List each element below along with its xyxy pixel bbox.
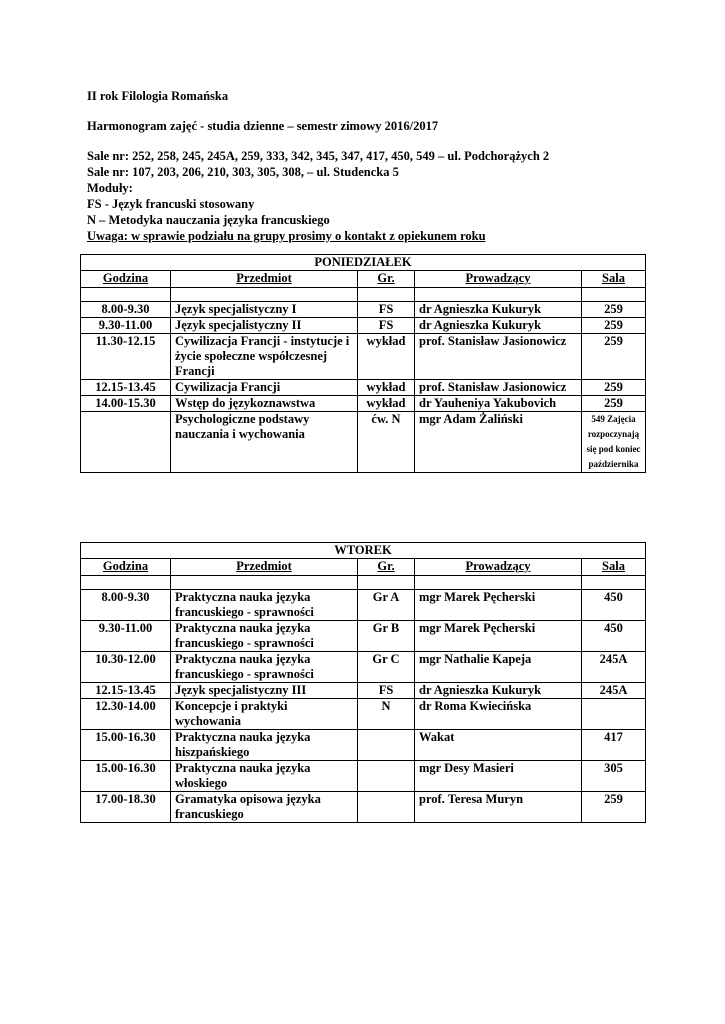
cell-subject: Praktyczna nauka języka francuskiego - sprawności [171,621,358,652]
cell-group: FS [358,318,415,334]
cell-group: wykład [358,380,415,396]
cell-subject: Praktyczna nauka języka francuskiego - sprawności [171,590,358,621]
col-header-time: Godzina [81,559,171,576]
cell-teacher: dr Agnieszka Kukuryk [415,683,582,699]
table-row [81,302,646,318]
cell-time: 11.30-12.15 [81,334,171,380]
cell-group [358,792,415,823]
cell-time: 15.00-16.30 [81,730,171,761]
cell-time: 8.00-9.30 [81,302,171,318]
col-header-room: Sala [582,559,646,576]
cell-subject: Praktyczna nauka języka francuskiego - sprawności [171,652,358,683]
cell-teacher: prof. Teresa Muryn [415,792,582,823]
cell-group: wykład [358,334,415,380]
cell-room-note: 549 Zajęcia rozpoczynają się pod koniec października [582,412,646,473]
cell-room: 417 [582,730,646,761]
day-title: PONIEDZIAŁEK [81,255,646,271]
table-row [81,380,646,396]
table-row [81,334,646,380]
table-row [81,792,646,823]
cell-time: 12.15-13.45 [81,380,171,396]
cell-time [81,412,171,473]
cell-time: 12.30-14.00 [81,699,171,730]
schedule-title: Harmonogram zajęć - studia dzienne – semestr zimowy 2016/2017 [87,119,439,133]
table-row [81,652,646,683]
cell-subject: Język specjalistyczny I [171,302,358,318]
cell-teacher: Wakat [415,730,582,761]
table-row [81,683,646,699]
cell-teacher: dr Yauheniya Yakubovich [415,396,582,412]
cell-teacher: mgr Marek Pęcherski [415,590,582,621]
cell-subject: Cywilizacja Francji - instytucje i życie społeczne współczesnej Francji [171,334,358,380]
col-header-subject: Przedmiot [171,559,358,576]
cell-time: 14.00-15.30 [81,396,171,412]
tuesday-table [80,542,646,823]
module-fs: FS - Język francuski stosowany [87,197,255,211]
cell-subject: Koncepcje i praktyki wychowania [171,699,358,730]
col-header-group: Gr. [358,271,415,288]
cell-room: 259 [582,792,646,823]
cell-time: 12.15-13.45 [81,683,171,699]
cell-room: 450 [582,621,646,652]
cell-room: 450 [582,590,646,621]
cell-room: 259 [582,396,646,412]
cell-subject: Praktyczna nauka języka hiszpańskiego [171,730,358,761]
cell-teacher: dr Roma Kwiecińska [415,699,582,730]
cell-group: Gr B [358,621,415,652]
notice: Uwaga: w sprawie podziału na grupy prosimy o kontakt z opiekunem roku [87,229,486,243]
cell-time: 17.00-18.30 [81,792,171,823]
cell-time: 8.00-9.30 [81,590,171,621]
cell-time: 15.00-16.30 [81,761,171,792]
table-row [81,318,646,334]
cell-time: 9.30-11.00 [81,318,171,334]
cell-time: 9.30-11.00 [81,621,171,652]
cell-group: N [358,699,415,730]
cell-room: 245A [582,683,646,699]
cell-group: Gr A [358,590,415,621]
rooms-line-1: Sale nr: 252, 258, 245, 245A, 259, 333, 342, 345, 347, 417, 450, 549 – ul. Podchorążych 2 [87,149,550,163]
col-header-group: Gr. [358,559,415,576]
cell-room: 259 [582,318,646,334]
col-header-teacher: Prowadzący [415,559,582,576]
cell-room: 259 [582,302,646,318]
cell-subject: Gramatyka opisowa języka francuskiego [171,792,358,823]
cell-teacher: mgr Marek Pęcherski [415,621,582,652]
cell-subject: Język specjalistyczny III [171,683,358,699]
cell-room: 245A [582,652,646,683]
cell-teacher: mgr Adam Żaliński [415,412,582,473]
table-row [81,396,646,412]
cell-subject: Wstęp do językoznawstwa [171,396,358,412]
cell-teacher: prof. Stanisław Jasionowicz [415,380,582,396]
table-row [81,761,646,792]
monday-table [80,254,646,473]
table-row [81,590,646,621]
cell-group: FS [358,683,415,699]
col-header-room: Sala [582,271,646,288]
cell-teacher: dr Agnieszka Kukuryk [415,318,582,334]
cell-time: 10.30-12.00 [81,652,171,683]
cell-group [358,730,415,761]
cell-room [582,699,646,730]
cell-subject: Język specjalistyczny II [171,318,358,334]
cell-teacher: mgr Nathalie Kapeja [415,652,582,683]
module-n: N – Metodyka nauczania języka francuskiego [87,213,330,227]
table-row [81,699,646,730]
cell-group: Gr C [358,652,415,683]
cell-subject: Psychologiczne podstawy nauczania i wychowania [171,412,358,473]
cell-teacher: prof. Stanisław Jasionowicz [415,334,582,380]
cell-group: FS [358,302,415,318]
cell-group [358,761,415,792]
col-header-teacher: Prowadzący [415,271,582,288]
cell-teacher: dr Agnieszka Kukuryk [415,302,582,318]
cell-group: wykład [358,396,415,412]
table-row [81,412,646,473]
rooms-line-2: Sale nr: 107, 203, 206, 210, 303, 305, 308, – ul. Studencka 5 [87,165,399,179]
cell-room: 259 [582,380,646,396]
col-header-time: Godzina [81,271,171,288]
modules-label: Moduły: [87,181,133,195]
day-title: WTOREK [81,543,646,559]
cell-subject: Praktyczna nauka języka włoskiego [171,761,358,792]
cell-room: 259 [582,334,646,380]
cell-group: ćw. N [358,412,415,473]
table-row [81,621,646,652]
cell-room: 305 [582,761,646,792]
table-row [81,730,646,761]
cell-subject: Cywilizacja Francji [171,380,358,396]
program-title: II rok Filologia Romańska [87,89,229,103]
col-header-subject: Przedmiot [171,271,358,288]
cell-teacher: mgr Desy Masieri [415,761,582,792]
